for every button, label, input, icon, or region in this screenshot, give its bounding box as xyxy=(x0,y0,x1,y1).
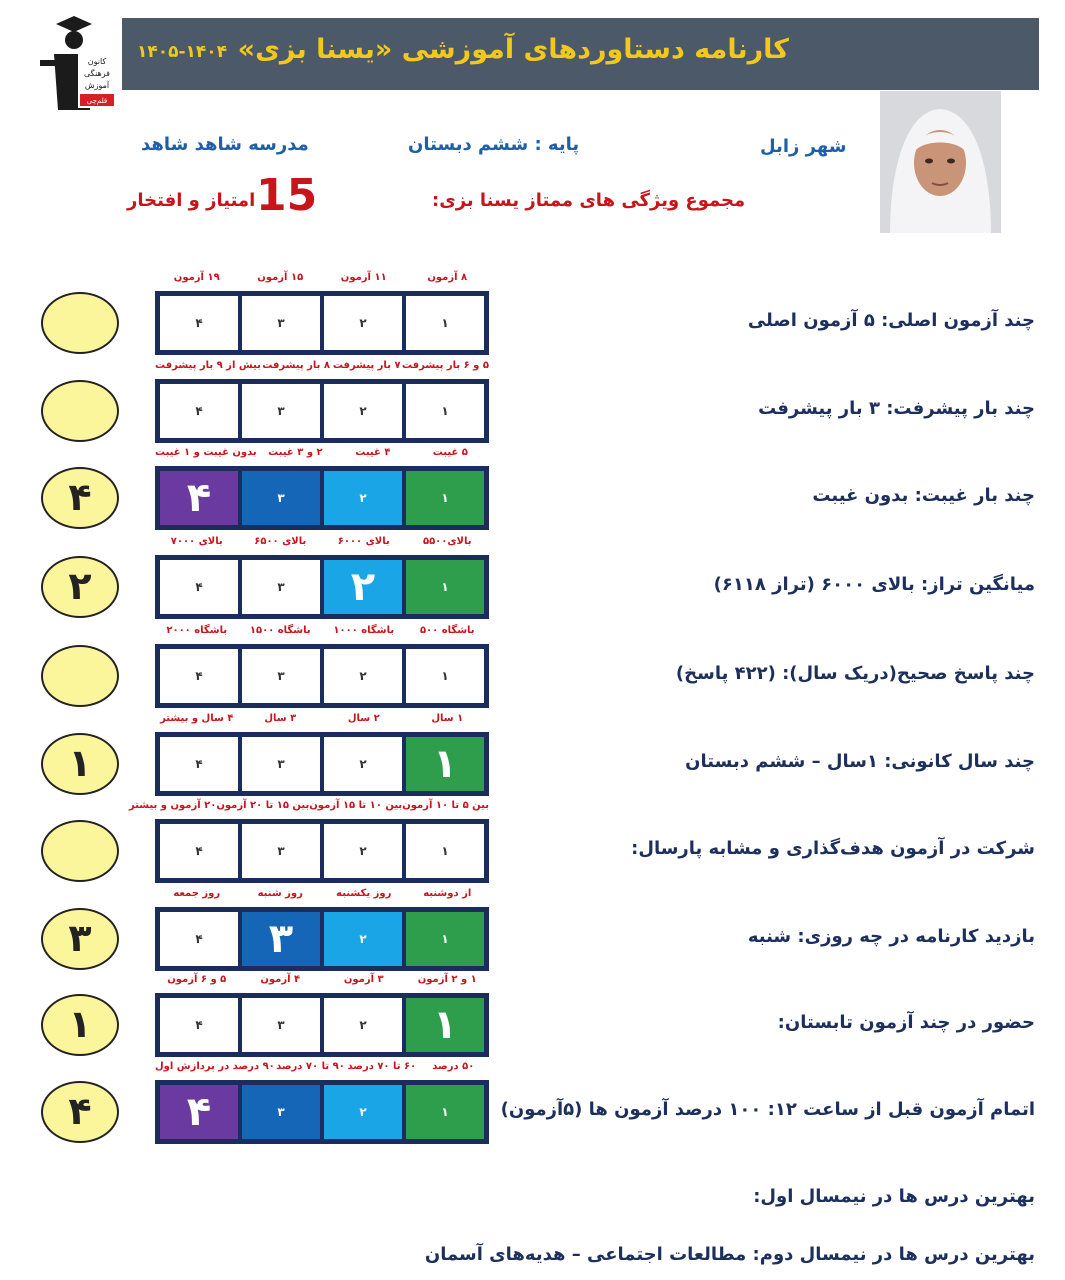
level-label: ۳ سال xyxy=(264,713,297,724)
level-cell: ۳ xyxy=(242,1085,320,1139)
level-cell: ۳ xyxy=(242,560,320,614)
level-cell: ۳ xyxy=(242,998,320,1052)
level-cell: ۱ xyxy=(406,560,484,614)
row-question: شرکت در آزمون هدف‌گذاری و مشابه پارسال: xyxy=(631,838,1035,859)
level-label: ۹۰ تا ۷۰ درصد xyxy=(276,1061,345,1072)
row-question: چند آزمون اصلی: ۵ آزمون اصلی xyxy=(747,310,1035,331)
level-cell: ۲ xyxy=(324,737,402,791)
level-cell: ۲ xyxy=(324,649,402,703)
level-label: روز جمعه xyxy=(173,888,221,899)
level-cell: ۲ xyxy=(324,560,402,614)
level-cell: ۲ xyxy=(324,384,402,438)
academic-year: ۱۴۰۵-۱۴۰۴ xyxy=(137,42,228,62)
level-cell: ۲ xyxy=(324,1085,402,1139)
level-grid xyxy=(155,291,489,355)
level-cell: ۱ xyxy=(406,912,484,966)
row-score-circle: ۱ xyxy=(41,994,119,1056)
level-grid xyxy=(155,379,489,443)
level-label: ۵ غیبت xyxy=(432,447,468,458)
level-grid xyxy=(155,819,489,883)
level-cell: ۱ xyxy=(406,1085,484,1139)
row-question: چند بار پیشرفت: ۳ بار پیشرفت xyxy=(758,398,1035,419)
total-score: 15 xyxy=(256,170,318,221)
row-level-labels xyxy=(155,360,489,371)
level-label: ۶۰ تا ۷۰ درصد xyxy=(347,1061,417,1072)
level-cell: ۳ xyxy=(242,912,320,966)
level-cell: ۳ xyxy=(242,649,320,703)
row-score-circle: ۴ xyxy=(41,1081,119,1143)
row-question: حضور در چند آزمون تابستان: xyxy=(777,1012,1035,1033)
row-score-circle xyxy=(41,820,119,882)
level-cell: ۳ xyxy=(242,737,320,791)
row-level-labels xyxy=(155,625,489,636)
level-grid xyxy=(155,555,489,619)
level-cell: ۱ xyxy=(406,824,484,878)
level-label: بیش از ۹ بار پیشرفت xyxy=(154,360,261,371)
school-name: مدرسه شاهد شاهد xyxy=(141,134,309,155)
row-question: چند سال کانونی: ۱سال – ششم دبستان xyxy=(685,751,1035,772)
level-cell: ۴ xyxy=(160,912,238,966)
level-label: بالای ۶۰۰۰ xyxy=(337,536,390,547)
level-label: بین ۵ تا ۱۰ آزمون xyxy=(402,800,489,811)
row-level-labels xyxy=(155,536,489,547)
level-label: روز یکشنبه xyxy=(336,888,392,899)
page-title: کارنامه دستاوردهای آموزشی «یسنا بزی» xyxy=(237,34,789,65)
level-cell: ۳ xyxy=(242,824,320,878)
level-cell: ۱ xyxy=(406,384,484,438)
level-label: ۴ سال و بیشتر xyxy=(160,713,234,724)
level-label: باشگاه ۵۰۰ xyxy=(419,625,475,636)
student-photo xyxy=(880,91,1001,233)
level-label: ۱ سال xyxy=(431,713,464,724)
level-grid xyxy=(155,644,489,708)
row-score-circle xyxy=(41,380,119,442)
row-level-labels xyxy=(155,447,489,458)
level-cell: ۱ xyxy=(406,649,484,703)
kanoon-logo xyxy=(34,14,118,122)
level-cell: ۴ xyxy=(160,560,238,614)
level-label: ۹۰ درصد در پردازش اول xyxy=(155,1061,275,1072)
row-level-labels xyxy=(155,1061,489,1072)
level-label: ۵ و ۶ آزمون xyxy=(167,974,227,985)
level-label: ۵ و ۶ بار پیشرفت xyxy=(401,360,489,371)
level-label: ۱۹ آزمون xyxy=(173,272,220,283)
level-label: ۵۰ درصد xyxy=(432,1061,475,1072)
level-grid xyxy=(155,907,489,971)
summary-label: مجموع ویژگی های ممتاز یسنا بزی: xyxy=(432,190,746,211)
level-label: بالای ۷۰۰۰ xyxy=(170,536,223,547)
level-cell: ۴ xyxy=(160,471,238,525)
row-level-labels xyxy=(155,713,489,724)
level-label: روز شنبه xyxy=(257,888,303,899)
level-label: ۱۱ آزمون xyxy=(340,272,387,283)
row-question: چند بار غیبت: بدون غیبت xyxy=(812,485,1035,506)
level-grid xyxy=(155,993,489,1057)
level-label: باشگاه ۱۰۰۰ xyxy=(333,625,395,636)
row-score-circle: ۳ xyxy=(41,908,119,970)
svg-text:قلم‌چی: قلم‌چی xyxy=(86,97,108,105)
city-name: شهر زابل xyxy=(760,136,847,157)
level-label: ۲ سال xyxy=(347,713,380,724)
best-lessons-second: بهترین درس ها در نیمسال دوم: مطالعات اجتماعی – هدیه‌های آسمان xyxy=(424,1244,1035,1265)
level-label: ۲۰ آزمون و بیشتر xyxy=(128,800,217,811)
row-level-labels xyxy=(155,272,489,283)
level-label: بدون غیبت و ۱ غیبت xyxy=(154,447,257,458)
svg-text:فرهنگی: فرهنگی xyxy=(84,69,110,78)
row-level-labels xyxy=(155,974,489,985)
level-grid xyxy=(155,732,489,796)
level-cell: ۴ xyxy=(160,296,238,350)
level-cell: ۲ xyxy=(324,296,402,350)
level-label: بالای ۶۵۰۰ xyxy=(254,536,307,547)
level-label: ۷ بار پیشرفت xyxy=(332,360,401,371)
level-label: بین ۱۰ تا ۱۵ آزمون xyxy=(309,800,403,811)
svg-text:آموزش: آموزش xyxy=(84,81,110,90)
level-cell: ۳ xyxy=(242,384,320,438)
level-cell: ۲ xyxy=(324,471,402,525)
level-cell: ۴ xyxy=(160,384,238,438)
level-grid xyxy=(155,1080,489,1144)
level-cell: ۱ xyxy=(406,737,484,791)
level-label: بین ۱۵ تا ۲۰ آزمون xyxy=(216,800,310,811)
row-score-circle xyxy=(41,292,119,354)
level-label: باشگاه ۲۰۰۰ xyxy=(166,625,228,636)
level-cell: ۴ xyxy=(160,824,238,878)
level-cell: ۱ xyxy=(406,471,484,525)
row-question: میانگین تراز: بالای ۶۰۰۰ (تراز ۶۱۱۸) xyxy=(713,574,1035,595)
level-cell: ۳ xyxy=(242,296,320,350)
level-cell: ۴ xyxy=(160,998,238,1052)
level-cell: ۱ xyxy=(406,296,484,350)
row-score-circle: ۲ xyxy=(41,556,119,618)
level-cell: ۲ xyxy=(324,912,402,966)
row-score-circle: ۴ xyxy=(41,467,119,529)
level-label: ۴ آزمون xyxy=(260,974,301,985)
row-score-circle xyxy=(41,645,119,707)
level-cell: ۲ xyxy=(324,998,402,1052)
best-lessons-first: بهترین درس ها در نیمسال اول: xyxy=(753,1186,1035,1207)
title-banner xyxy=(122,18,1039,90)
row-score-circle: ۱ xyxy=(41,733,119,795)
score-label: امتیاز و افتخار xyxy=(127,190,256,211)
grade-level: پایه : ششم دبستان xyxy=(408,134,580,155)
level-cell: ۳ xyxy=(242,471,320,525)
row-question: بازدید کارنامه در چه روزی: شنبه xyxy=(747,926,1035,947)
level-cell: ۲ xyxy=(324,824,402,878)
row-question: چند پاسخ صحیح(دریک سال): (۴۲۲ پاسخ) xyxy=(675,663,1035,684)
row-level-labels xyxy=(128,800,489,811)
level-cell: ۴ xyxy=(160,737,238,791)
level-grid xyxy=(155,466,489,530)
row-question: اتمام آزمون قبل از ساعت ۱۲: ۱۰۰ درصد آزمون ها (۵آزمون) xyxy=(500,1099,1035,1120)
level-label: ۴ غیبت xyxy=(355,447,391,458)
level-label: ۲ و ۳ غیبت xyxy=(268,447,323,458)
level-label: ۱ و ۲ آزمون xyxy=(417,974,477,985)
level-label: ۸ آزمون xyxy=(427,272,468,283)
level-cell: ۱ xyxy=(406,998,484,1052)
row-level-labels xyxy=(155,888,489,899)
level-cell: ۴ xyxy=(160,1085,238,1139)
level-cell: ۴ xyxy=(160,649,238,703)
level-label: ۸ بار پیشرفت xyxy=(262,360,330,371)
level-label: باشگاه ۱۵۰۰ xyxy=(249,625,311,636)
level-label: ۱۵ آزمون xyxy=(257,272,304,283)
svg-text:کانون: کانون xyxy=(87,57,107,66)
level-label: از دوشنبه xyxy=(423,888,472,899)
level-label: ۳ آزمون xyxy=(343,974,384,985)
level-label: بالای۵۵۰۰ xyxy=(422,536,472,547)
